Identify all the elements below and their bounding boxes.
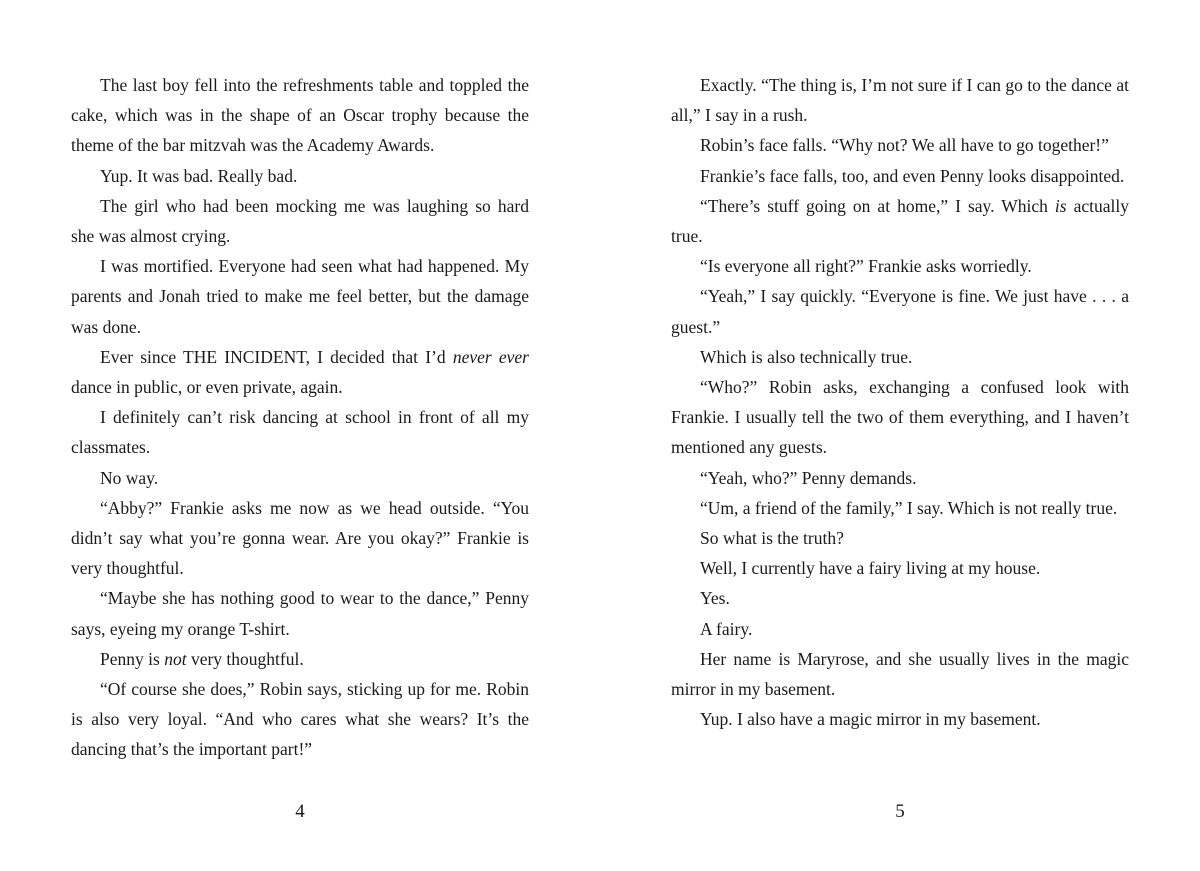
right-page-body [671, 70, 1129, 734]
emphasis: never ever [452, 346, 529, 367]
emphasis: is [1054, 195, 1067, 216]
paragraph: “Who?” Robin asks, exchanging a confused look with Frankie. I usually tell the two of them everything, and I haven’t mentioned any guests. [671, 377, 1129, 458]
left-page-body [71, 70, 529, 765]
paragraph: I definitely can’t risk dancing at school in front of all my classmates. [71, 407, 529, 458]
paragraph: “There’s stuff going on at home,” I say. Which is actually true. [671, 195, 1129, 247]
paragraph: Penny is not very thoughtful. [100, 648, 304, 669]
paragraph: Robin’s face falls. “Why not? We all have to go together!” [700, 135, 1109, 156]
emphasis: not [164, 648, 187, 669]
paragraph: Frankie’s face falls, too, and even Penny looks disappointed. [700, 165, 1125, 186]
page-number-right: 5 [895, 801, 905, 822]
paragraph: So what is the truth? [700, 528, 844, 549]
paragraph: I was mortified. Everyone had seen what had happened. My parents and Jonah tried to make me feel better, but the damage was done. [71, 256, 529, 337]
paragraph: Well, I currently have a fairy living at my house. [700, 558, 1041, 579]
paragraph: “Yeah, who?” Penny demands. [700, 467, 917, 488]
paragraph: Yes. [700, 588, 730, 609]
paragraph: Ever since THE INCIDENT, I decided that I’d never ever dance in public, or even private, again. [71, 346, 529, 398]
paragraph: “Is everyone all right?” Frankie asks worriedly. [700, 256, 1032, 277]
paragraph: “Um, a friend of the family,” I say. Which is not really true. [700, 497, 1118, 518]
paragraph: “Maybe she has nothing good to wear to the dance,” Penny says, eyeing my orange T-shirt. [71, 588, 529, 639]
paragraph: No way. [100, 467, 159, 488]
paragraph: A fairy. [700, 618, 753, 639]
paragraph: Yup. It was bad. Really bad. [100, 165, 298, 186]
paragraph: “Abby?” Frankie asks me now as we head outside. “You didn’t say what you’re gonna wear. Are you okay?” Frankie is very thoughtful. [71, 497, 529, 579]
paragraph: “Of course she does,” Robin says, sticking up for me. Robin is also very loyal. “And who cares what she wears? It’s the dancing that’s the important part!” [71, 679, 529, 760]
paragraph: Her name is Maryrose, and she usually lives in the magic mirror in my basement. [671, 648, 1129, 700]
page-number-left: 4 [295, 801, 305, 822]
paragraph: Yup. I also have a magic mirror in my basement. [700, 709, 1041, 730]
paragraph: The last boy fell into the refreshments table and toppled the cake, which was in the shape of an Oscar trophy because the theme of the bar mitzvah was the Academy Awards. [71, 75, 529, 156]
paragraph: The girl who had been mocking me was laughing so hard she was almost crying. [71, 195, 529, 247]
paragraph: Exactly. “The thing is, I’m not sure if I can go to the dance at all,” I say in a rush. [671, 75, 1129, 126]
paragraph: Which is also technically true. [700, 346, 913, 367]
paragraph: “Yeah,” I say quickly. “Everyone is fine. We just have . . . a guest.” [671, 286, 1129, 337]
